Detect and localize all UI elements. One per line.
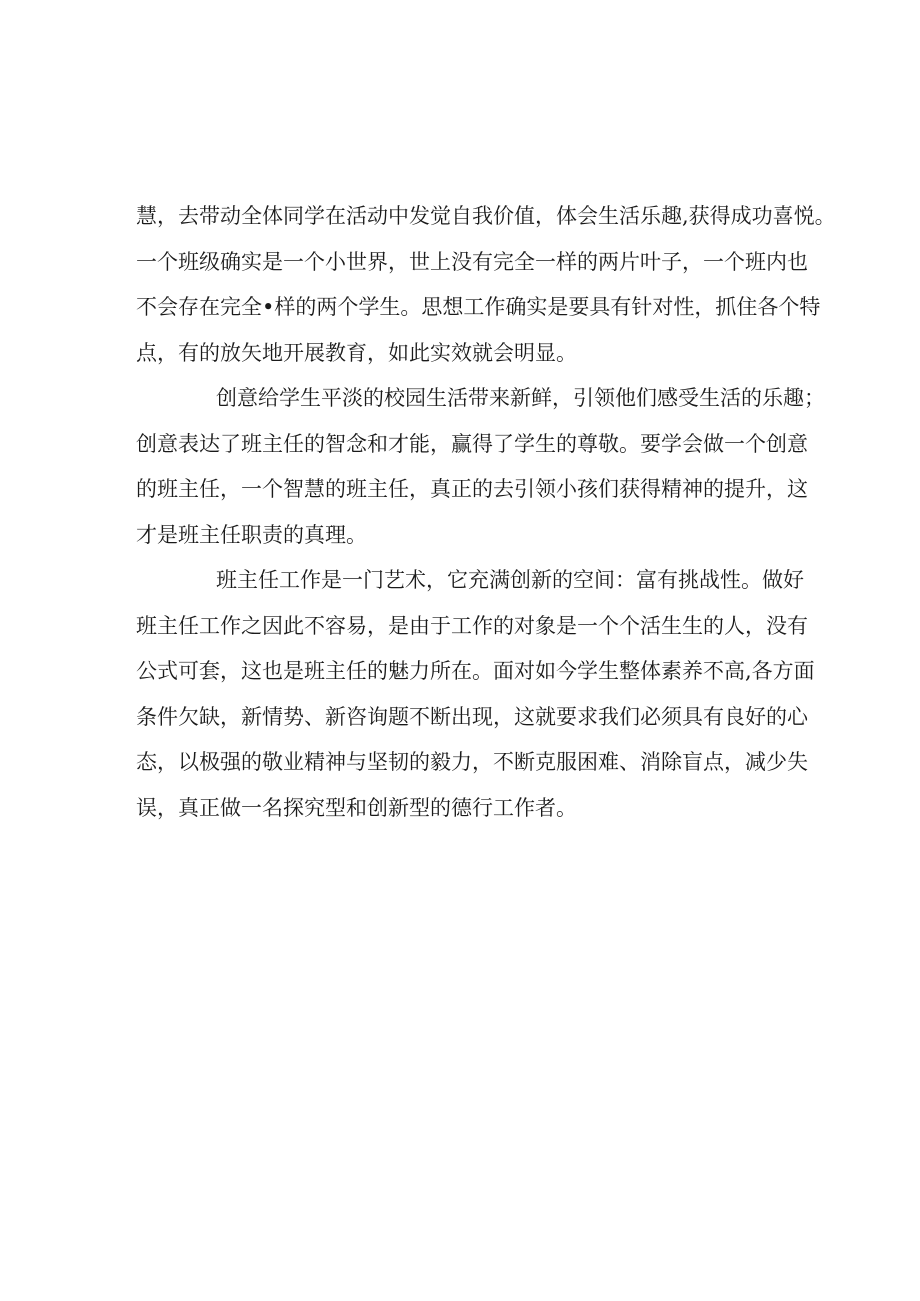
text-line: 公式可套，这也是班主任的魅力所在。面对如今学生整体素养不高,各方面 <box>136 659 815 683</box>
text-line: 态，以极强的敬业精神与坚韧的毅力，不断克服困难、消除盲点，减少失 <box>136 750 808 774</box>
text-line: 的班主任，一个智慧的班主任，真正的去引领小孩们获得精神的提升，这 <box>136 477 808 501</box>
text-line: 慧，去带动全体同学在活动中发觉自我价值，体会生活乐趣,获得成功喜悦。 <box>136 204 836 228</box>
text-line: 班主任工作是一门艺术，它充满创新的空间：富有挑战性。做好 <box>216 568 804 592</box>
body-text <box>136 194 836 831</box>
text-line: 点，有的放矢地开展教育，如此实效就会明显。 <box>136 340 577 365</box>
text-line: 条件欠缺，新情势、新咨询题不断出现，这就要求我们必须具有良好的心 <box>136 704 808 729</box>
paragraph-3 <box>136 558 815 831</box>
text-line: 一个班级确实是一个小世界，世上没有完全一样的两片叶子，一个班内也 <box>136 249 808 274</box>
text-line: 才是班主任职责的真理。 <box>136 522 367 547</box>
text-line: 创意给学生平淡的校园生活带来新鲜，引领他们感受生活的乐趣； <box>216 386 825 410</box>
paragraph-2 <box>136 376 825 558</box>
text-line: 不会存在完全•样的两个学生。思想工作确实是要具有针对性，抓住各个特 <box>136 295 821 319</box>
text-line: 创意表达了班主任的智念和才能，赢得了学生的尊敬。要学会做一个创意 <box>136 431 808 456</box>
paragraph-1 <box>136 194 836 376</box>
text-line: 误，真正做一名探究型和创新型的德行工作者。 <box>136 795 577 820</box>
text-line: 班主任工作之因此不容易，是由于工作的对象是一个个活生生的人，没有 <box>136 613 808 638</box>
